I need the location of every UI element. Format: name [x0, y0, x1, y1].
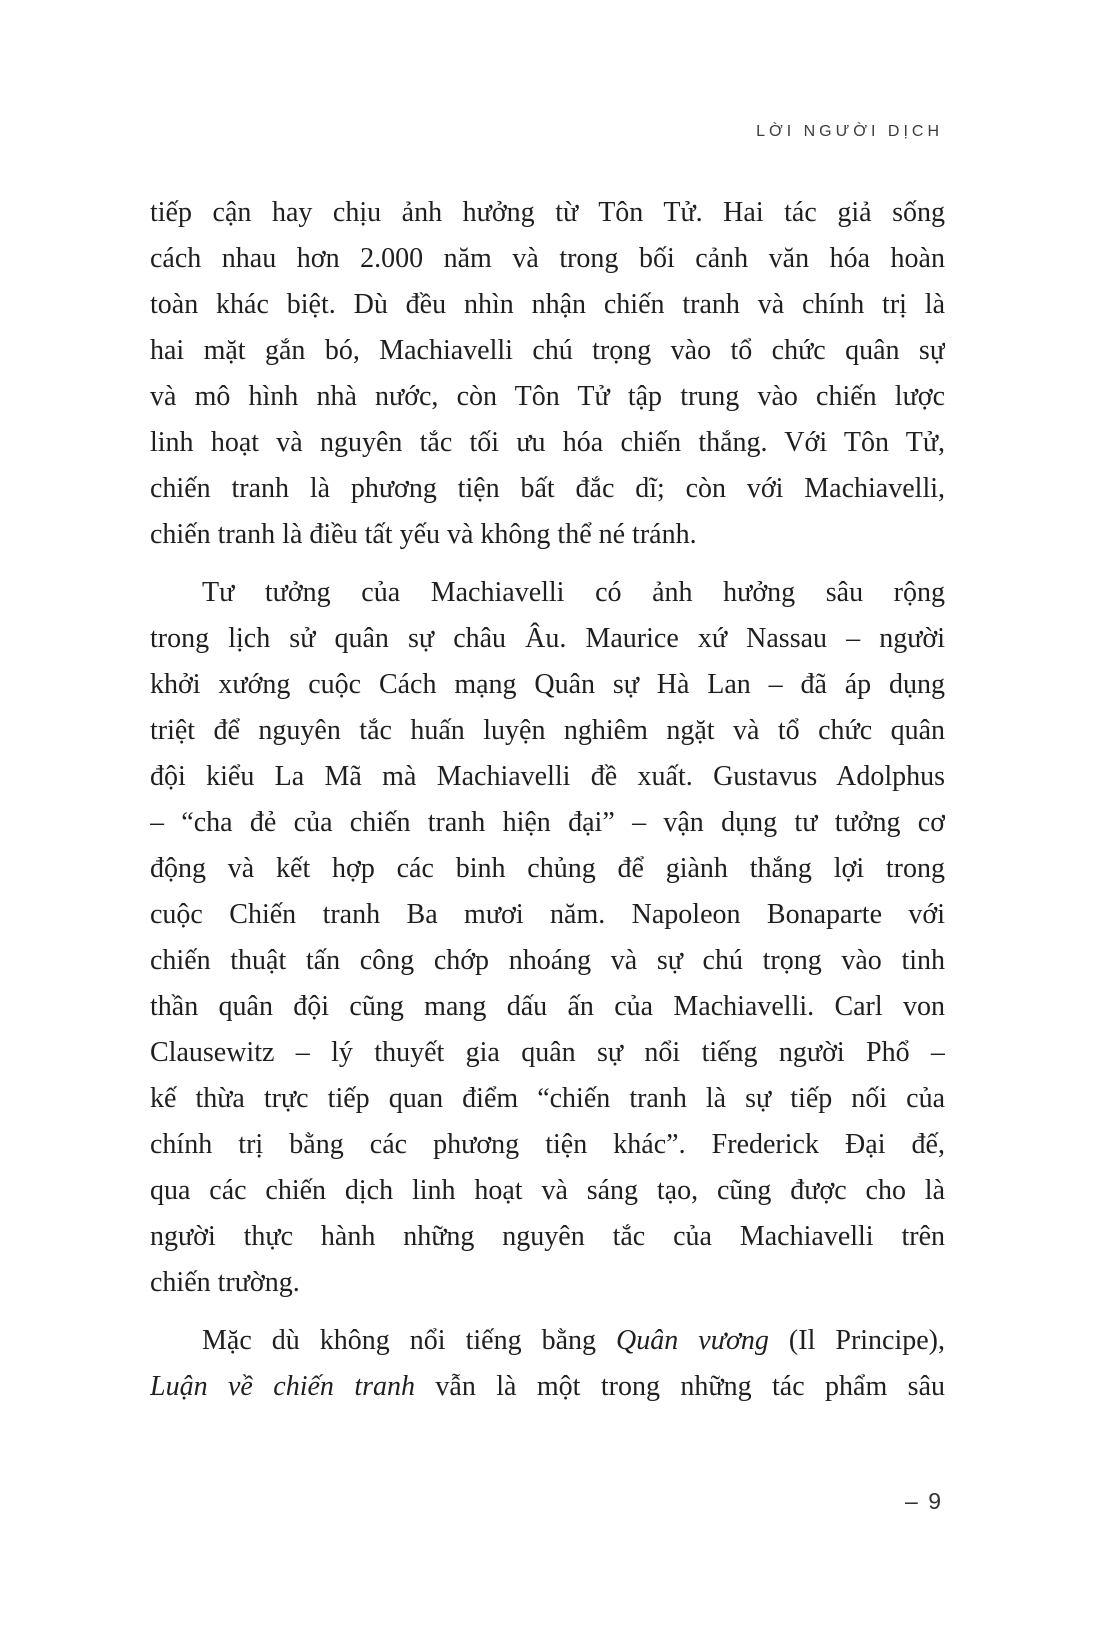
text-line: – “cha đẻ của chiến tranh hiện đại” – vận dụng tư tưởng cơ [150, 807, 945, 838]
text-line: qua các chiến dịch linh hoạt và sáng tạo, cũng được cho là [150, 1175, 945, 1206]
text-line: toàn khác biệt. Dù đều nhìn nhận chiến tranh và chính trị là [150, 289, 945, 320]
text-line: Clausewitz – lý thuyết gia quân sự nổi tiếng người Phổ – [150, 1037, 945, 1068]
page-body-text [150, 190, 945, 1410]
text-line: Tư tưởng của Machiavelli có ảnh hưởng sâu rộng [202, 577, 945, 608]
text-line: kế thừa trực tiếp quan điểm “chiến tranh là sự tiếp nối của [150, 1083, 945, 1114]
page-number: – 9 [905, 1488, 943, 1514]
text-line: chiến tranh là phương tiện bất đắc dĩ; còn với Machiavelli, [150, 473, 945, 504]
running-header: LỜI NGƯỜI DỊCH [756, 123, 943, 140]
text-line: linh hoạt và nguyên tắc tối ưu hóa chiến thắng. Với Tôn Tử, [150, 427, 945, 458]
text-line: đội kiểu La Mã mà Machiavelli đề xuất. Gustavus Adolphus [150, 761, 945, 792]
text-line: cuộc Chiến tranh Ba mươi năm. Napoleon Bonaparte với [150, 899, 945, 930]
text-line: hai mặt gắn bó, Machiavelli chú trọng vào tổ chức quân sự [150, 335, 945, 366]
text-line: khởi xướng cuộc Cách mạng Quân sự Hà Lan – đã áp dụng [150, 669, 945, 700]
text-line: chiến trường. [150, 1267, 300, 1298]
text-line: và mô hình nhà nước, còn Tôn Tử tập trung vào chiến lược [150, 381, 945, 412]
text-line [150, 1364, 945, 1410]
text-line: cách nhau hơn 2.000 năm và trong bối cảnh văn hóa hoàn [150, 243, 945, 274]
text-run: (Il Principe), [768, 1325, 945, 1356]
text-run: Mặc dù không nổi tiếng bằng [202, 1325, 617, 1356]
text-line: động và kết hợp các binh chủng để giành thắng lợi trong [150, 853, 945, 884]
paragraph [150, 570, 945, 1306]
text-line: trong lịch sử quân sự châu Âu. Maurice xứ Nassau – người [150, 623, 945, 654]
text-line: triệt để nguyên tắc huấn luyện nghiêm ngặt và tổ chức quân [150, 715, 945, 746]
paragraph [150, 1318, 945, 1410]
text-line: chiến tranh là điều tất yếu và không thể né tránh. [150, 519, 697, 550]
book-title-italic: Quân vương [616, 1325, 769, 1356]
book-title-italic: Luận về chiến tranh [150, 1371, 415, 1402]
text-line [150, 1318, 945, 1364]
text-line: chiến thuật tấn công chớp nhoáng và sự chú trọng vào tinh [150, 945, 945, 976]
text-line: chính trị bằng các phương tiện khác”. Frederick Đại đế, [150, 1129, 945, 1160]
text-line: tiếp cận hay chịu ảnh hưởng từ Tôn Tử. Hai tác giả sống [150, 197, 945, 228]
text-line: thần quân đội cũng mang dấu ấn của Machiavelli. Carl von [150, 991, 945, 1022]
paragraph [150, 190, 945, 558]
text-line: người thực hành những nguyên tắc của Machiavelli trên [150, 1221, 945, 1252]
text-run: vẫn là một trong những tác phẩm sâu [415, 1371, 945, 1402]
